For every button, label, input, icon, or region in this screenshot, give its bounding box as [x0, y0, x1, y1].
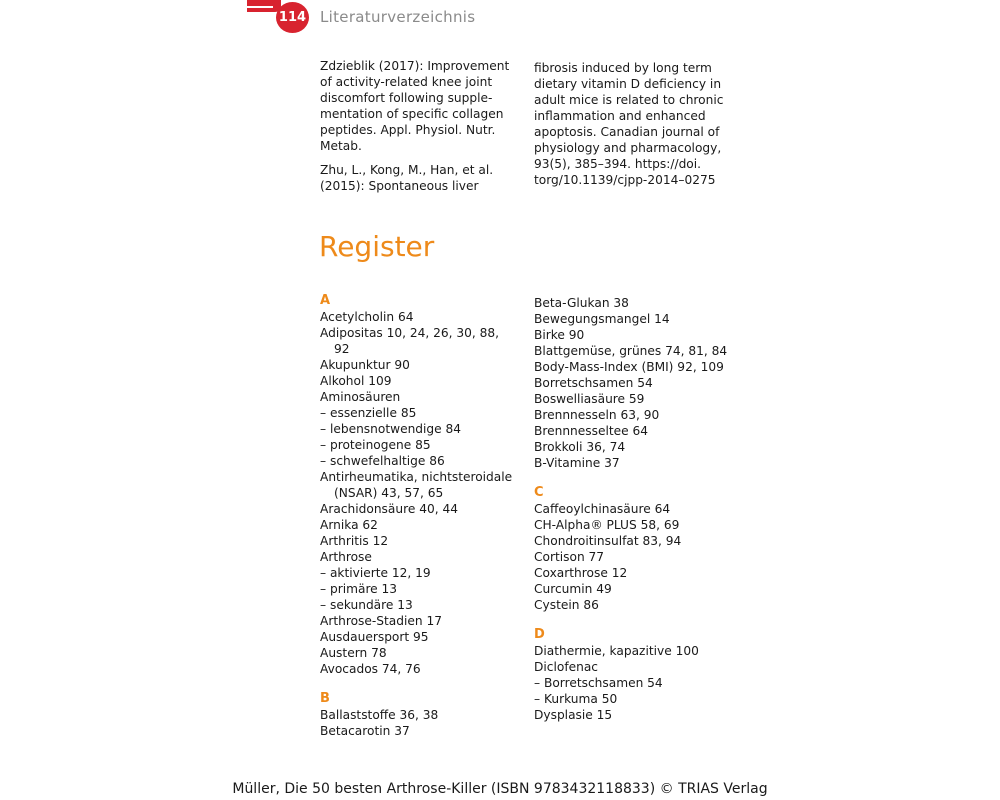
reference-line: apoptosis. Canadian journal of	[534, 125, 720, 139]
references-right-column	[534, 60, 723, 196]
register-entry: Avocados 74, 76	[320, 662, 421, 676]
reference-entry	[534, 60, 723, 188]
register-entry: Alkohol 109	[320, 374, 392, 388]
reference-entry	[320, 58, 509, 154]
register-entry: Adipositas 10, 24, 26, 30, 88,	[320, 326, 500, 340]
register-subentry: – primäre 13	[320, 582, 398, 596]
register-entry: Chondroitinsulfat 83, 94	[534, 534, 682, 548]
register-subentry: – sekundäre 13	[320, 598, 413, 612]
reference-line: discomfort following supple-	[320, 91, 493, 105]
register-entry: Beta-Glukan 38	[534, 296, 629, 310]
reference-line: inflammation and enhanced	[534, 109, 706, 123]
reference-line: 93(5), 385–394. https://doi.	[534, 157, 702, 171]
reference-line: of activity-related knee joint	[320, 75, 493, 89]
register-letter-heading: B	[320, 691, 330, 706]
reference-line: torg/10.1139/cjpp-2014–0275	[534, 173, 716, 187]
reference-line: adult mice is related to chronic	[534, 93, 724, 107]
register-subentry: – lebensnotwendige 84	[320, 422, 462, 436]
page-number-badge: 114	[276, 2, 309, 33]
register-entry: Boswelliasäure 59	[534, 392, 645, 406]
register-heading: Register	[319, 230, 435, 263]
footer-copyright: Müller, Die 50 besten Arthrose-Killer (ISBN 9783432118833) © TRIAS Verlag	[232, 781, 768, 797]
register-entry: Borretschsamen 54	[534, 376, 653, 390]
register-entry: Diathermie, kapazitive 100	[534, 644, 699, 658]
register-entry-continuation: (NSAR) 43, 57, 65	[334, 486, 444, 500]
reference-line: dietary vitamin D deficiency in	[534, 77, 722, 91]
section-title: Literaturverzeichnis	[320, 8, 476, 26]
register-entry: Austern 78	[320, 646, 387, 660]
register-entry: Arnika 62	[320, 518, 378, 532]
reference-entry	[320, 162, 509, 194]
register-entry: Arachidonsäure 40, 44	[320, 502, 458, 516]
register-subentry: – essenzielle 85	[320, 406, 417, 420]
reference-line: Zhu, L., Kong, M., Han, et al.	[320, 163, 494, 177]
register-entry: Birke 90	[534, 328, 585, 342]
register-entry: Acetylcholin 64	[320, 310, 414, 324]
register-subentry: – schwefelhaltige 86	[320, 454, 445, 468]
register-entry: B-Vitamine 37	[534, 456, 620, 470]
reference-line: Zdzieblik (2017): Improvement	[320, 59, 510, 73]
header-ribbon-line	[247, 6, 273, 8]
register-entry: Antirheumatika, nichtsteroidale	[320, 470, 513, 484]
register-entry: Arthrose-Stadien 17	[320, 614, 443, 628]
register-entry: Brokkoli 36, 74	[534, 440, 626, 454]
register-entry: CH-Alpha® PLUS 58, 69	[534, 518, 680, 532]
register-entry: Diclofenac	[534, 660, 598, 674]
register-entry: Blattgemüse, grünes 74, 81, 84	[534, 344, 728, 358]
register-entry: Ausdauersport 95	[320, 630, 429, 644]
register-entry: Arthritis 12	[320, 534, 389, 548]
register-subentry: – aktivierte 12, 19	[320, 566, 431, 580]
register-entry: Body-Mass-Index (BMI) 92, 109	[534, 360, 724, 374]
register-entry: Dysplasie 15	[534, 708, 613, 722]
register-subentry: – Kurkuma 50	[534, 692, 618, 706]
register-entry: Caffeoylchinasäure 64	[534, 502, 671, 516]
register-entry: Brennnesseln 63, 90	[534, 408, 660, 422]
reference-line: Metab.	[320, 139, 362, 153]
register-letter-heading: C	[534, 485, 544, 500]
register-entry: Cortison 77	[534, 550, 605, 564]
reference-line: (2015): Spontaneous liver	[320, 179, 479, 193]
register-letter-heading: A	[320, 293, 331, 308]
register-entry: Curcumin 49	[534, 582, 612, 596]
register-entry: Betacarotin 37	[320, 724, 410, 738]
references-left-column	[320, 58, 509, 202]
register-entry: Aminosäuren	[320, 390, 401, 404]
register-entry: Ballaststoffe 36, 38	[320, 708, 439, 722]
register-subentry: – Borretschsamen 54	[534, 676, 663, 690]
register-entry: Brennnesseltee 64	[534, 424, 649, 438]
register-subentry: – proteinogene 85	[320, 438, 431, 452]
register-letter-heading: D	[534, 627, 545, 642]
register-entry: Akupunktur 90	[320, 358, 410, 372]
register-entry: Arthrose	[320, 550, 372, 564]
register-left-column	[320, 293, 512, 739]
reference-line: peptides. Appl. Physiol. Nutr.	[320, 123, 496, 137]
reference-line: mentation of specific collagen	[320, 107, 504, 121]
register-entry: Bewegungsmangel 14	[534, 312, 670, 326]
reference-line: fibrosis induced by long term	[534, 61, 712, 75]
register-right-column	[534, 295, 727, 723]
register-entry-continuation: 92	[334, 342, 350, 356]
reference-line: physiology and pharmacology,	[534, 141, 722, 155]
register-entry: Coxarthrose 12	[534, 566, 628, 580]
register-entry: Cystein 86	[534, 598, 599, 612]
